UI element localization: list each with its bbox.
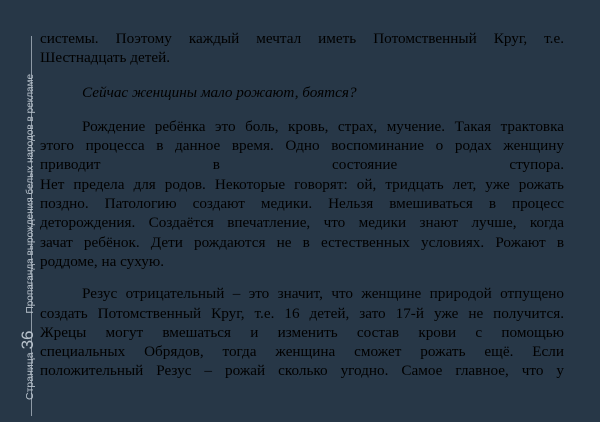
text-line: деторождения. Создаётся впечатление, что медики знают лучше, когда <box>40 214 564 232</box>
paragraph-1 <box>40 29 564 68</box>
text-line: создать Потомственный Круг, т.е. 16 детей, зато 17-й уже не получится. <box>40 304 564 322</box>
text-line: Нет предела для родов. Некоторые говорят: ой, тридцать лет, уже рожать <box>40 175 564 193</box>
text-line: Резус отрицательный – это значит, что женщине природой отпущено <box>82 285 564 303</box>
text-line: этого процесса в данное время. Одно воспоминание о родах женщину <box>40 137 564 155</box>
paragraph-3 <box>40 284 564 380</box>
text-line: поздно. Патологию создают медики. Нельзя вмешиваться в процесс <box>40 195 564 213</box>
text-line: зачат ребёнок. Дети рождаются не в естественных условиях. Рожают в <box>40 233 564 251</box>
running-title: Пропаганда вырождения белых народов в рекламе <box>25 73 36 314</box>
text-line: Рождение ребёнка это боль, кровь, страх, мучение. Такая трактовка <box>82 117 564 135</box>
paragraph-2 <box>40 117 564 271</box>
page-label: Страница <box>24 352 36 400</box>
body-text <box>40 29 564 381</box>
text-line: специальных Обрядов, тогда женщина сможет рожать ещё. Если <box>40 343 564 361</box>
text-line: роддоме, на сухую. <box>40 252 165 270</box>
text-line: системы. Поэтому каждый мечтал иметь Потомственный Круг, т.е. <box>40 30 564 47</box>
page-number: 36 <box>18 330 37 350</box>
text-line: Жрецы могут вмешаться и изменить состав крови с помощью <box>40 323 564 341</box>
text-line: приводит в состояние ступора. <box>40 156 564 174</box>
question-paragraph: Сейчас женщины мало рожают, боятся? <box>82 83 357 101</box>
text-line: Шестнадцать детей. <box>40 49 171 67</box>
text-line: положительный Резус – рожай сколько угодно. Самое главное, что у <box>40 362 564 380</box>
page-sidebar <box>18 74 38 400</box>
